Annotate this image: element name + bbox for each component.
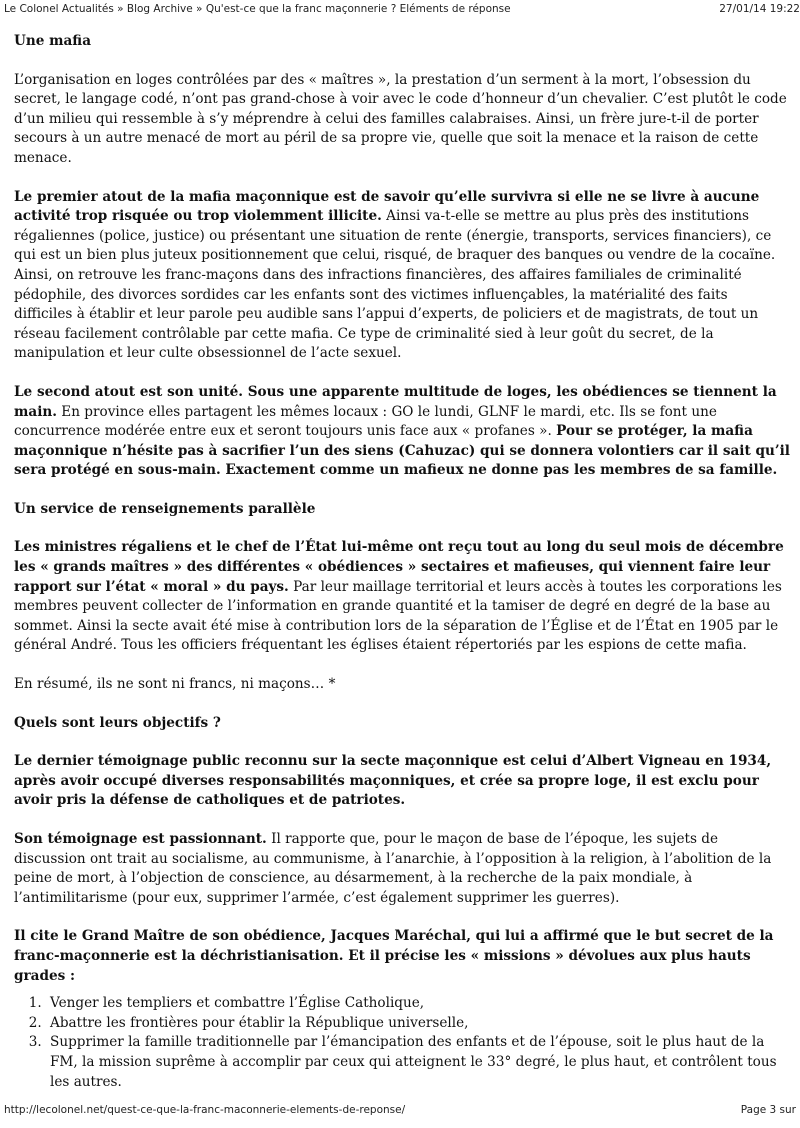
page-title: Le Colonel Actualités » Blog Archive » Qu'est-ce que la franc maçonnerie ? Eléments de réponse (4, 3, 511, 15)
missions-list (14, 994, 790, 1092)
paragraph-ministres (14, 538, 790, 656)
list-item: 1. Venger les templiers et combattre l’Église Catholique, (46, 994, 790, 1014)
print-footer (4, 1104, 800, 1120)
paragraph-passionnant (14, 830, 790, 908)
article-body (14, 32, 790, 1092)
text-passionnant: Il rapporte que, pour le maçon de base de l’époque, les sujets de discussion ont trait au socialisme, au communisme, à l’anarchie, à l’opposition à la religion, à l’abolition de la peine de mort, à l’objection de conscience, au désarmement, à la recherche de la paix mondiale, à l’antimilitarisme (pour eux, supprimer l’armée, c’est également supprimer les guerres). (14, 831, 772, 906)
text-premier-atout: Ainsi va-t-elle se mettre au plus près des institutions régaliennes (police, justice) ou présentant une situation de rente (énergie, transports, services financiers), ce qui est un bien plus juteux positionnement que celui, risqué, de braquer des banques ou vendre de la cocaïne. Ainsi, on retrouve les franc-maçons dans des infractions financières, des affaires familiales de criminalité pédophile, des divorces sordides car les enfants sont des victimes influençables, la matérialité des faits difficiles à établir et leur parole peu audible sans l’appui d’experts, de policiers et de magistrats, de tout un réseau facilement contrôlable par cette mafia. Ce type de criminalité sied à leur goût du secret, de la manipulation et leur culte obsessionnel de l’acte sexuel. (14, 208, 776, 362)
bold-premier-atout: Le premier atout de la mafia maçonnique est de savoir qu’elle survivra si elle ne se livre à aucune activité trop risquée ou trop violemment illicite. (14, 188, 760, 225)
print-date: 27/01/14 19:22 (719, 3, 800, 15)
paragraph-premier-atout (14, 188, 790, 364)
list-item: 3. Supprimer la famille traditionnelle par l’émancipation des enfants et de l’épouse, soit le plus haut de la FM, la mission suprême à accomplir par ceux qui atteignent le 33° degré, le plus haut, et contrôlent tous les autres. (46, 1033, 790, 1092)
paragraph-resume: En résumé, ils ne sont ni francs, ni maçons… * (14, 676, 336, 693)
bold-passionnant: Son témoignage est passionnant. (14, 831, 267, 847)
page-number: Page 3 sur (740, 1104, 796, 1116)
page-url: http://lecolonel.net/quest-ce-que-la-franc-maconnerie-elements-de-reponse/ (4, 1104, 406, 1116)
list-item: 2. Abattre les frontières pour établir la République universelle, (46, 1014, 790, 1034)
text-second-atout: En province elles partagent les mêmes locaux : GO le lundi, GLNF le mardi, etc. Ils se font une concurrence modérée entre eux et seront toujours unis face aux « profanes ». (14, 403, 717, 440)
bold-se-proteger: Pour se protéger, la mafia maçonnique n’hésite pas à sacrifier l’un des siens (Cahuzac) qui se donnera volontiers car il sait qu’il sera protégé en sous-main. Exactement comme un mafieux ne donne pas les membres de sa famille. (14, 423, 790, 479)
paragraph-second-atout (14, 383, 790, 481)
paragraph-temoignage: Le dernier témoignage public reconnu sur la secte maçonnique est celui d’Albert Vigneau en 1934, après avoir occupé diverses responsabilités maçonniques, et crée sa propre loge, il est exclu pour avoir pris la défense de catholiques et de patriotes. (14, 753, 772, 809)
heading-une-mafia: Une mafia (14, 33, 92, 49)
bold-ministres: Les ministres régaliens et le chef de l’État lui-même ont reçu tout au long du seul mois de décembre les « grands maîtres » des différentes « obédiences » sectaires et mafieuses, qui viennent faire leur rapport sur l’état « moral » du pays. (14, 539, 784, 595)
heading-renseignements: Un service de renseignements parallèle (14, 500, 316, 517)
paragraph-organisation: L’organisation en loges contrôlées par des « maîtres », la prestation d’un serment à la mort, l’obsession du secret, le langage codé, n’ont pas grand-chose à voir avec le code d’honneur d’un chevalier. C’est plutôt le code d’un milieu qui ressemble à s’y méprendre à celui des familles calabraises. Ainsi, un frère jure-t-il de porter secours à un autre menacé de mort au péril de sa propre vie, quelle que soit la menace et la raison de cette menace. (14, 71, 787, 166)
paragraph-grand-maitre: Il cite le Grand Maître de son obédience, Jacques Maréchal, qui lui a affirmé que le but secret de la franc-maçonnerie est la déchristianisation. Et il précise les « missions » dévolues aux plus hauts grades : (14, 928, 774, 984)
text-ministres: Par leur maillage territorial et leurs accès à toutes les corporations les membres peuvent collecter de l’information en grande quantité et la tamiser de degré en degré de la base au sommet. Ainsi la secte avait été mise à contribution lors de la séparation de l’Église et de l’État en 1905 par le général André. Tous les officiers fréquentant les églises étaient répertoriés par les espions de cette mafia. (14, 578, 782, 654)
heading-objectifs: Quels sont leurs objectifs ? (14, 714, 221, 731)
bold-second-atout: Le second atout est son unité. Sous une apparente multitude de loges, les obédiences se tiennent la main. (14, 383, 777, 420)
print-header (4, 3, 800, 19)
